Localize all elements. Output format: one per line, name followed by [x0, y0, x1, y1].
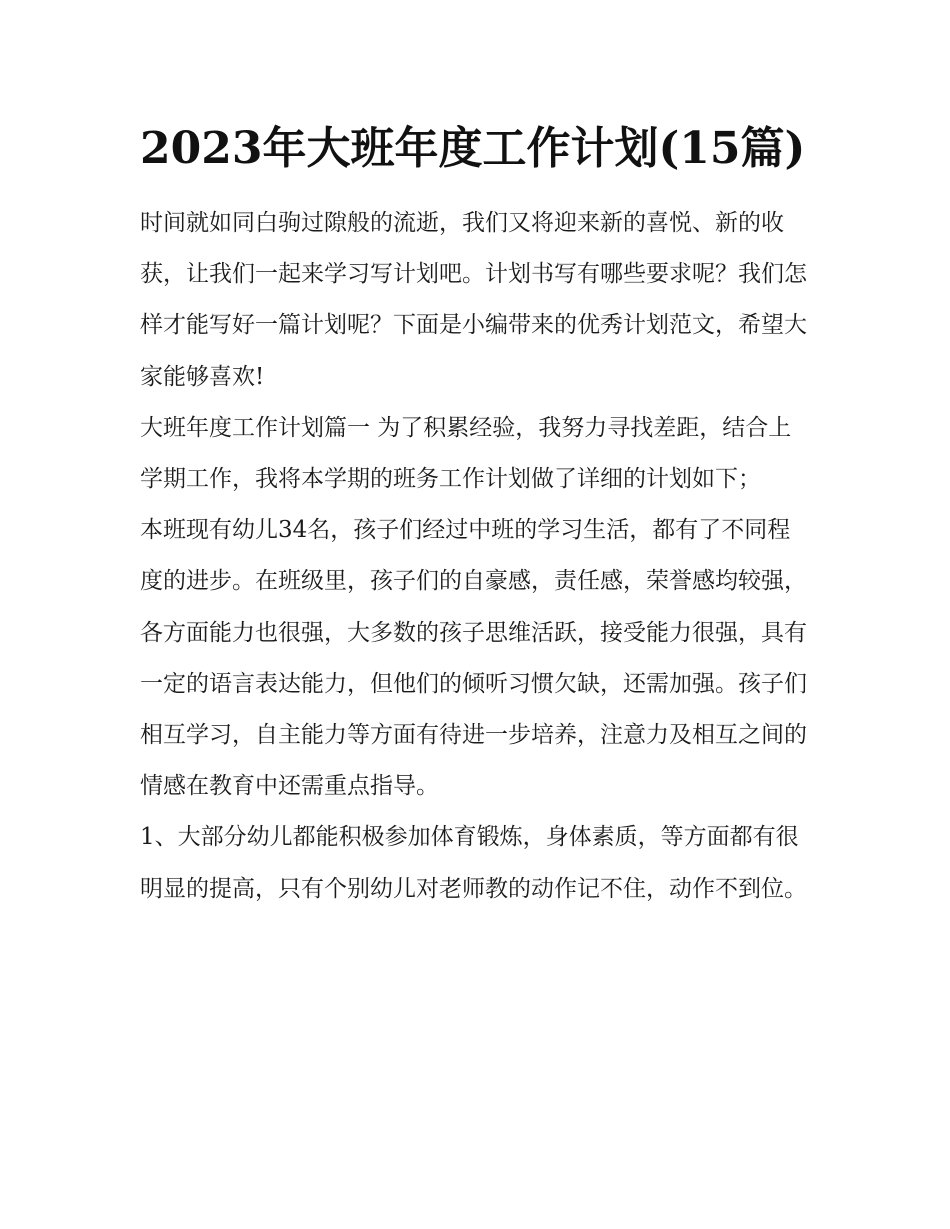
paragraph-intro: 时间就如同白驹过隙般的流逝，我们又将迎来新的喜悦、新的收获，让我们一起来学习写计划吧。计划书写有哪些要求呢？我们怎样才能写好一篇计划呢？下面是小编带来的优秀计划范文，希望大家能够喜欢! — [140, 210, 807, 390]
document-body — [140, 118, 812, 915]
paragraph-class-situation: 本班现有幼儿34名，孩子们经过中班的学习生活，都有了不同程度的进步。在班级里，孩子们的自豪感，责任感，荣誉感均较强，各方面能力也很强，大多数的孩子思维活跃，接受能力很强，具有一定的语言表达能力，但他们的倾听习惯欠缺，还需加强。孩子们相互学习，自主能力等方面有待进一步培养，注意力及相互之间的情感在教育中还需重点指导。 — [140, 517, 807, 800]
document-title: 2023年大班年度工作计划(15篇) — [140, 123, 806, 174]
paragraph-plan-one-intro: 大班年度工作计划篇一 为了积累经验，我努力寻找差距，结合上学期工作，我将本学期的班务工作计划做了详细的计划如下； — [140, 414, 792, 493]
paragraph-item-1: 1、大部分幼儿都能积极参加体育锻炼，身体素质，等方面都有很明显的提高，只有个别幼儿对老师教的动作记不住，动作不到位。 — [140, 824, 807, 902]
